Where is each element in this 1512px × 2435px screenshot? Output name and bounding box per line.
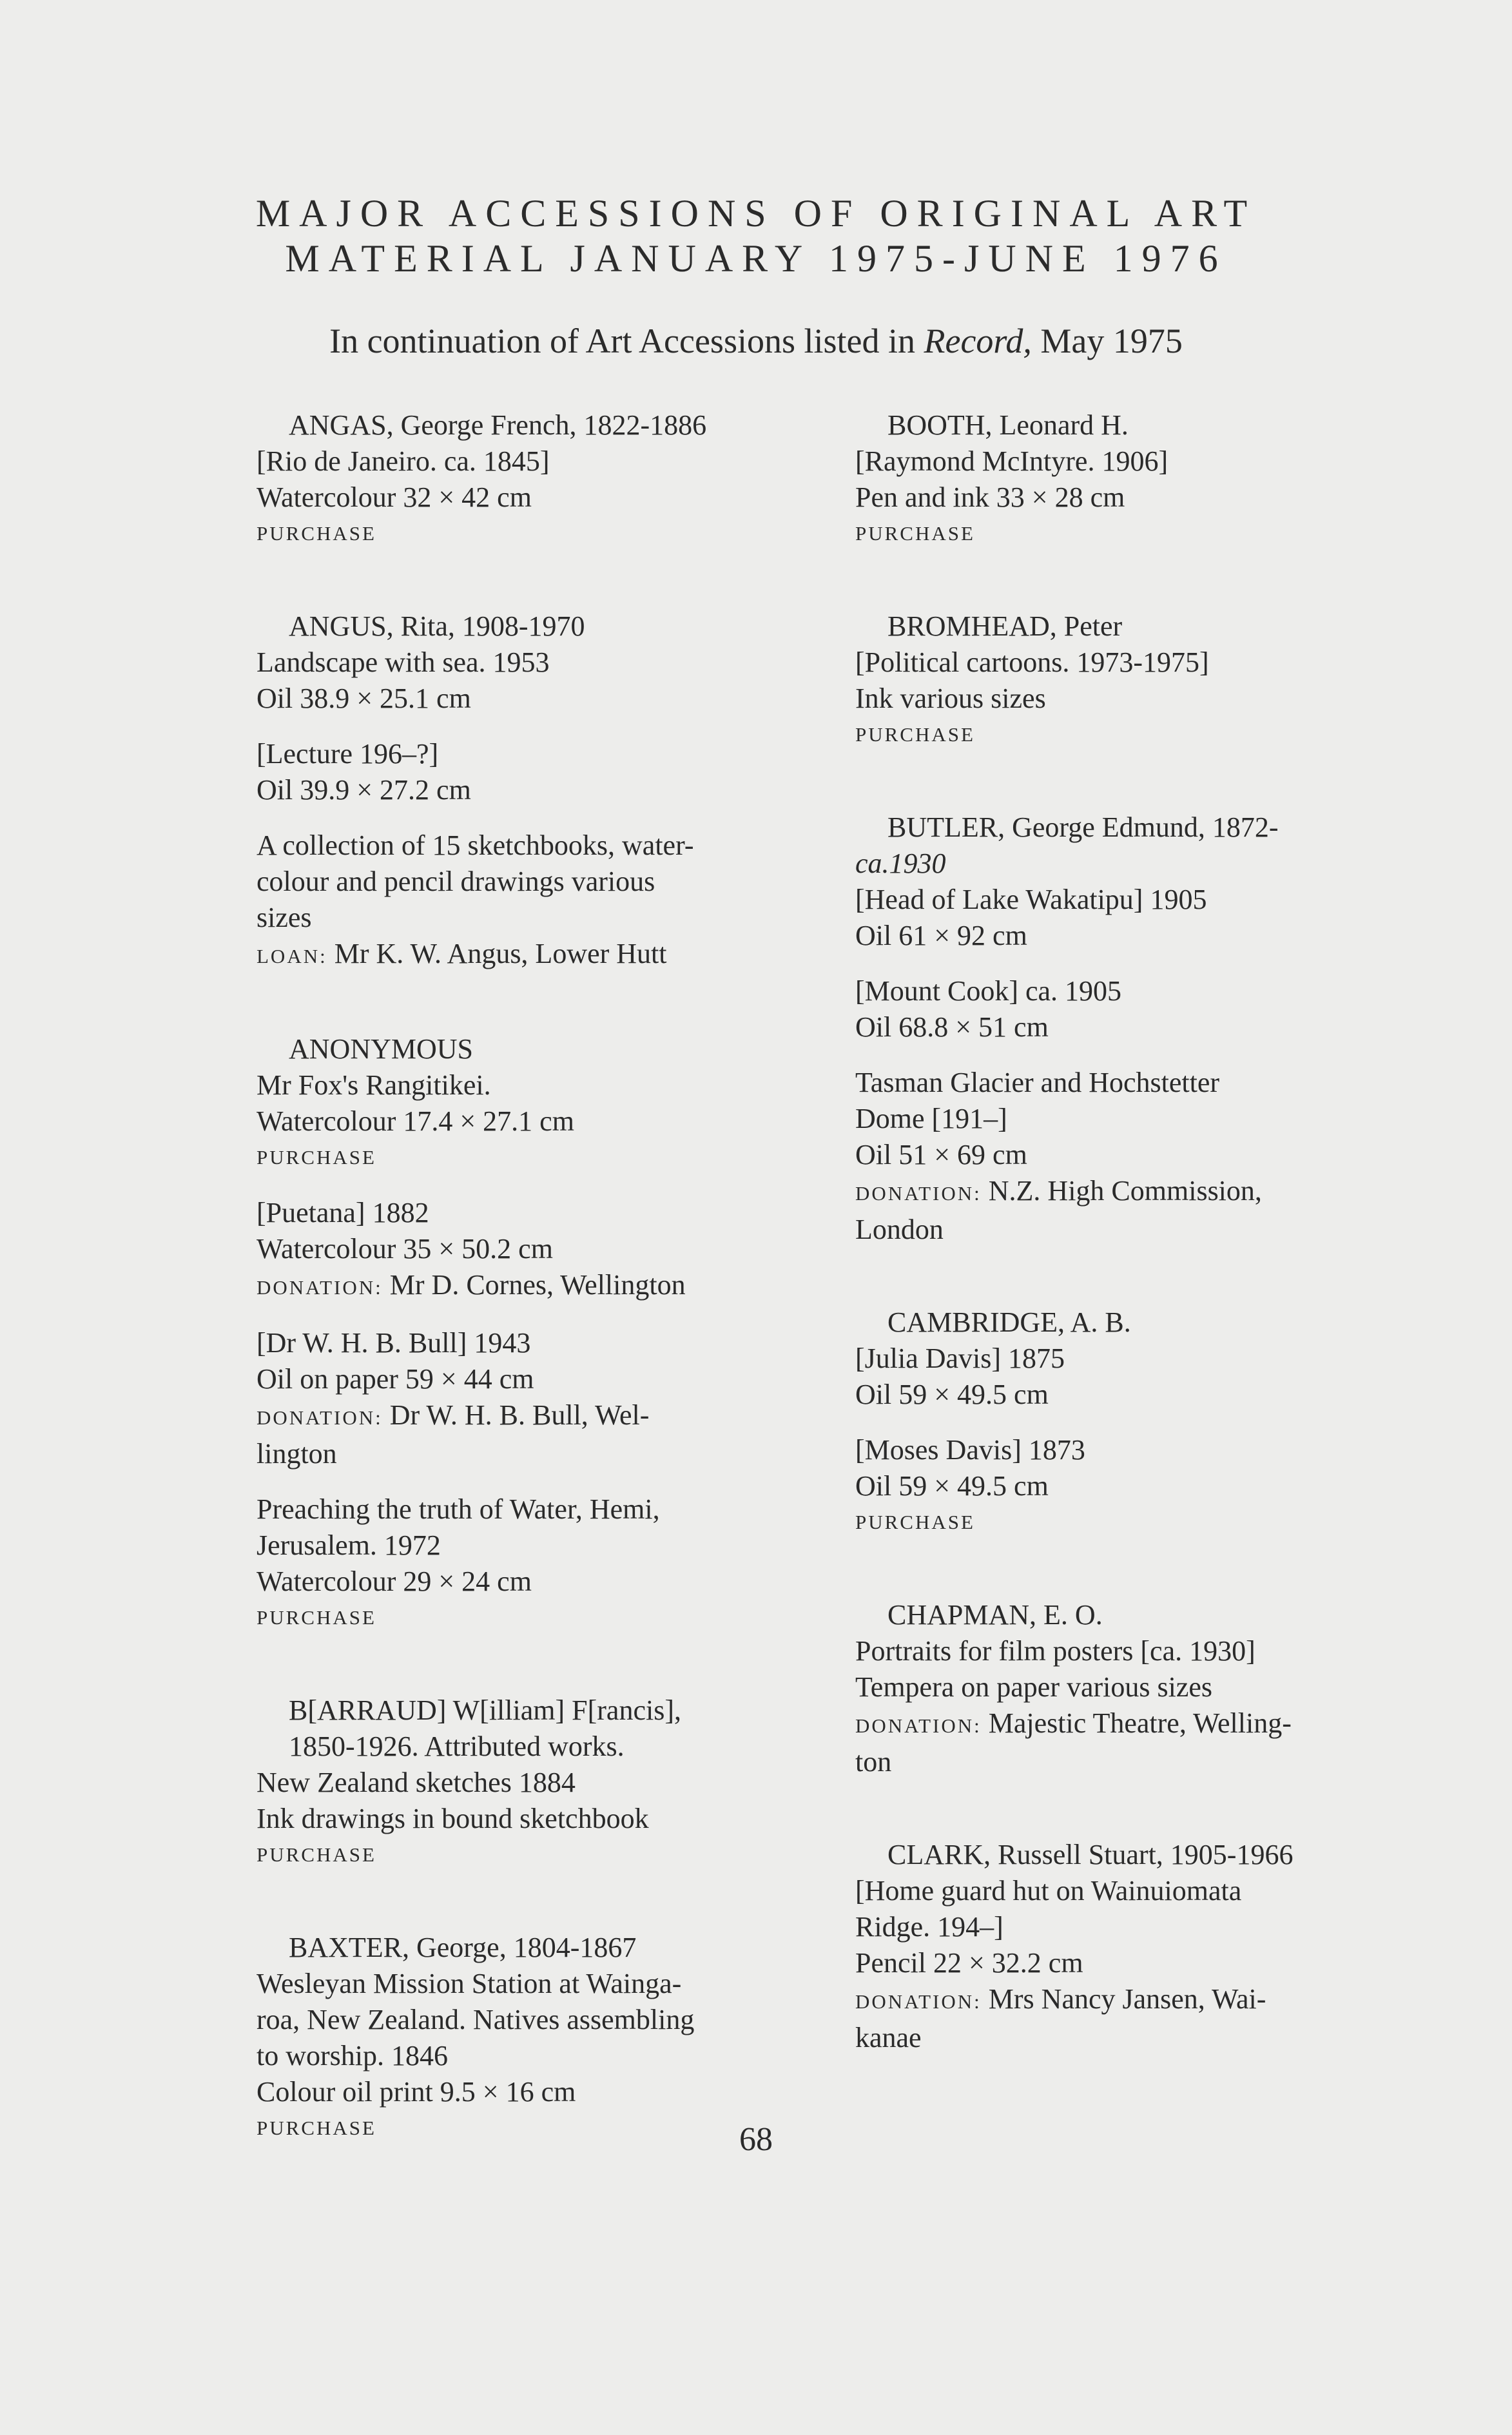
work-medium: Oil 39.9 × 27.2 cm (257, 774, 471, 806)
artist-name: BUTLER, George Edmund, 1872- (887, 811, 1279, 843)
acquisition-type: DONATION: (257, 1276, 383, 1299)
work-title: colour and pencil drawings various (257, 866, 655, 897)
work-medium: Colour oil print 9.5 × 16 cm (257, 2076, 576, 2108)
work-title: Jerusalem. 1972 (257, 1529, 441, 1561)
acquisition-type: PURCHASE (855, 1511, 975, 1533)
entry-angas (257, 407, 779, 552)
acquisition-source: Mr D. Cornes, Wellington (382, 1269, 686, 1301)
left-column (257, 407, 779, 2203)
work-medium: Oil 51 × 69 cm (855, 1139, 1027, 1170)
acquisition-line (257, 936, 779, 975)
artist-dates: 1850-1926. Attributed works. (289, 1731, 625, 1762)
work-title: [Head of Lake Wakatipu] 1905 (855, 884, 1207, 915)
work-medium: Oil 59 × 49.5 cm (855, 1379, 1049, 1410)
subtitle-text: In continuation of Art Accessions listed in (329, 322, 924, 360)
work-title: Preaching the truth of Water, Hemi, (257, 1493, 660, 1525)
artist-name: BAXTER, George, 1804-1867 (289, 1932, 637, 1963)
acquisition-type: PURCHASE (855, 522, 975, 545)
acquisition-source-cont: lington (257, 1438, 337, 1470)
work-title: [Dr W. H. B. Bull] 1943 (257, 1327, 531, 1359)
entry-baxter (257, 1930, 779, 2146)
work-title: [Moses Davis] 1873 (855, 1434, 1085, 1466)
right-column (855, 407, 1377, 2113)
work-title: A collection of 15 sketchbooks, water- (257, 829, 694, 861)
work-title: [Julia Davis] 1875 (855, 1343, 1065, 1374)
artist-name: BROMHEAD, Peter (887, 610, 1123, 642)
work-medium: Tempera on paper various sizes (855, 1671, 1213, 1703)
subtitle (0, 321, 1512, 361)
work-title: Wesleyan Mission Station at Wainga- (257, 1968, 682, 1999)
work-medium: Watercolour 29 × 24 cm (257, 1566, 532, 1597)
acquisition-source: Mr K. W. Angus, Lower Hutt (327, 938, 667, 969)
work-medium: Ink various sizes (855, 683, 1046, 714)
artist-name: B[ARRAUD] W[illiam] F[rancis], (289, 1694, 681, 1726)
entry-bromhead (855, 608, 1377, 753)
work-title: Mr Fox's Rangitikei. (257, 1069, 491, 1101)
entry-angus (257, 608, 779, 975)
entry-barraud (257, 1693, 779, 1873)
acquisition-type: PURCHASE (257, 2117, 376, 2139)
acquisition-type: DONATION: (257, 1406, 383, 1429)
work-medium: Watercolour 17.4 × 27.1 cm (257, 1105, 574, 1137)
acquisition-source: Dr W. H. B. Bull, Wel- (382, 1399, 650, 1431)
title-line-1: MAJOR ACCESSIONS OF ORIGINAL ART (255, 192, 1257, 235)
acquisition-line (257, 1267, 779, 1306)
subtitle-record: Record, (924, 322, 1032, 360)
acquisition-type: PURCHASE (257, 522, 376, 545)
acquisition-source: Mrs Nancy Jansen, Wai- (981, 1983, 1266, 2015)
work-title: to worship. 1846 (257, 2040, 448, 2071)
entry-clark (855, 1837, 1377, 2056)
acquisition-source-cont: kanae (855, 2022, 922, 2053)
artist-name: ANGUS, Rita, 1908-1970 (289, 610, 585, 642)
entry-chapman (855, 1597, 1377, 1780)
acquisition-line (257, 1397, 779, 1436)
artist-name: ANONYMOUS (289, 1033, 474, 1065)
acquisition-source: Majestic Theatre, Welling- (981, 1707, 1292, 1739)
work-title: sizes (257, 902, 312, 933)
work-title: Portraits for film posters [ca. 1930] (855, 1635, 1255, 1667)
acquisition-type: PURCHASE (257, 1146, 376, 1169)
work-title: [Mount Cook] ca. 1905 (855, 975, 1122, 1007)
acquisition-source-cont: ton (855, 1746, 892, 1778)
work-medium: Pen and ink 33 × 28 cm (855, 481, 1125, 513)
artist-name: CAMBRIDGE, A. B. (887, 1306, 1131, 1338)
work-medium: Ink drawings in bound sketchbook (257, 1803, 649, 1834)
work-title: [Puetana] 1882 (257, 1197, 429, 1228)
acquisition-source: N.Z. High Commission, (981, 1175, 1262, 1207)
work-title: roa, New Zealand. Natives assembling (257, 2004, 695, 2035)
acquisition-type: PURCHASE (855, 723, 975, 746)
work-medium: Watercolour 35 × 50.2 cm (257, 1233, 553, 1265)
work-title: Dome [191–] (855, 1103, 1007, 1134)
artist-name: CLARK, Russell Stuart, 1905-1966 (887, 1839, 1294, 1870)
acquisition-source-cont: London (855, 1214, 944, 1245)
work-title: New Zealand sketches 1884 (257, 1767, 576, 1798)
acquisition-type: DONATION: (855, 1714, 982, 1737)
work-title: [Political cartoons. 1973-1975] (855, 646, 1209, 678)
acquisition-line (855, 1981, 1377, 2020)
artist-name: CHAPMAN, E. O. (887, 1599, 1103, 1631)
work-title: [Lecture 196–?] (257, 738, 439, 770)
acquisition-line (855, 1173, 1377, 1212)
work-medium: Oil on paper 59 × 44 cm (257, 1363, 534, 1395)
artist-name: BOOTH, Leonard H. (887, 409, 1129, 441)
artist-name: ANGAS, George French, 1822-1886 (289, 409, 707, 441)
entry-cambridge (855, 1305, 1377, 1540)
work-medium: Oil 38.9 × 25.1 cm (257, 683, 471, 714)
work-medium: Watercolour 32 × 42 cm (257, 481, 532, 513)
entry-booth (855, 407, 1377, 552)
title-line-2: MATERIAL JANUARY 1975-JUNE 1976 (285, 237, 1227, 280)
work-title: Landscape with sea. 1953 (257, 646, 550, 678)
acquisition-line (855, 1705, 1377, 1744)
page-number: 68 (739, 2121, 773, 2158)
acquisition-type: LOAN: (257, 945, 327, 967)
work-title: [Home guard hut on Wainuiomata (855, 1875, 1242, 1906)
page-title (0, 191, 1512, 281)
acquisition-type: PURCHASE (257, 1843, 376, 1866)
work-medium: Oil 59 × 49.5 cm (855, 1470, 1049, 1502)
acquisition-type: DONATION: (855, 1182, 982, 1205)
subtitle-date: May 1975 (1031, 322, 1183, 360)
work-medium: Oil 61 × 92 cm (855, 920, 1027, 951)
work-medium: Oil 68.8 × 51 cm (855, 1011, 1049, 1043)
acquisition-type: PURCHASE (257, 1606, 376, 1629)
entry-anonymous (257, 1031, 779, 1636)
acquisition-type: DONATION: (855, 1990, 982, 2013)
work-title: [Rio de Janeiro. ca. 1845] (257, 445, 550, 477)
work-title: Tasman Glacier and Hochstetter (855, 1067, 1220, 1098)
entry-butler (855, 810, 1377, 1248)
artist-dates: ca.1930 (855, 848, 946, 879)
work-title: [Raymond McIntyre. 1906] (855, 445, 1168, 477)
work-title: Ridge. 194–] (855, 1911, 1003, 1943)
work-medium: Pencil 22 × 32.2 cm (855, 1947, 1083, 1979)
